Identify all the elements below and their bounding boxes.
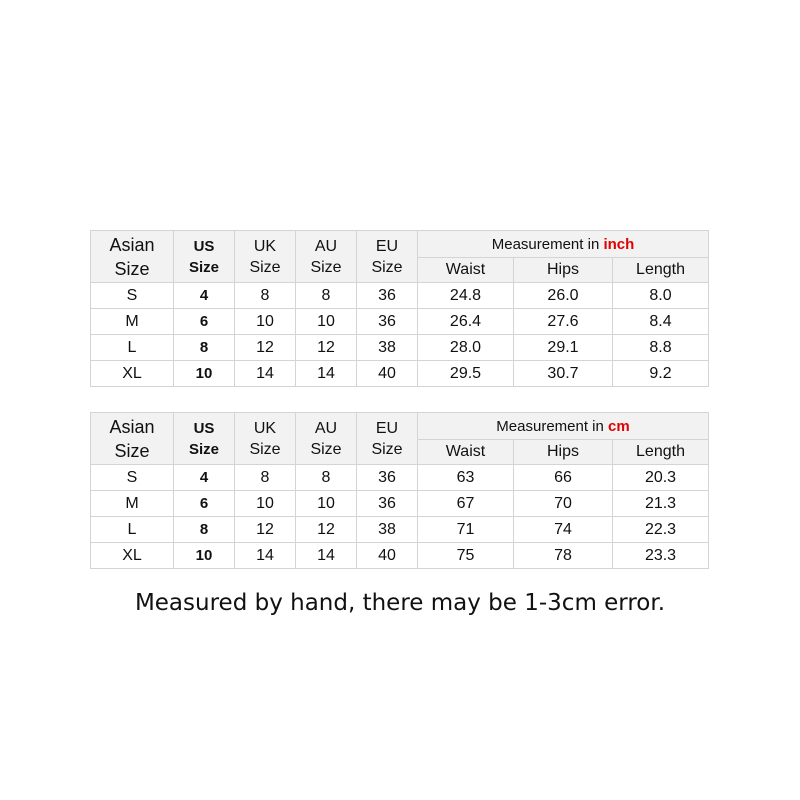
us-size-cell: 4 [174,283,235,309]
eu-size-cell: 36 [357,491,418,517]
au-size-cell: 8 [296,283,357,309]
hips-cell: 27.6 [514,309,613,335]
header-row [91,413,709,440]
table-row [91,465,709,491]
au-size-cell: 12 [296,517,357,543]
asian-header-line1: Asian [109,234,155,255]
au-header-line2: Size [310,440,342,458]
us-header-line1: US [193,419,215,437]
length-cell: 22.3 [613,517,709,543]
us-size-cell: 8 [174,335,235,361]
hips-cell: 30.7 [514,361,613,387]
asian-size-cell: L [91,517,174,543]
eu-size-cell: 36 [357,309,418,335]
au-header-line2: Size [310,258,342,276]
length-cell: 20.3 [613,465,709,491]
au-size-cell: 8 [296,465,357,491]
hips-cell: 29.1 [514,335,613,361]
asian-size-cell: XL [91,361,174,387]
waist-cell: 67 [418,491,514,517]
eu-header-line2: Size [371,440,403,458]
hips-cell: 78 [514,543,613,569]
us-header-line1: US [193,237,215,255]
uk-size-header [235,413,296,465]
table-row [91,309,709,335]
length-header: Length [613,258,709,283]
asian-size-cell: S [91,465,174,491]
au-header-line1: AU [314,237,338,255]
waist-cell: 71 [418,517,514,543]
uk-size-cell: 8 [235,465,296,491]
us-size-cell: 6 [174,491,235,517]
uk-header-line1: UK [253,237,277,255]
eu-size-cell: 36 [357,283,418,309]
hips-cell: 26.0 [514,283,613,309]
uk-size-cell: 12 [235,335,296,361]
eu-size-cell: 38 [357,335,418,361]
uk-size-cell: 10 [235,491,296,517]
asian-header-line2: Size [114,258,150,279]
waist-cell: 63 [418,465,514,491]
waist-cell: 75 [418,543,514,569]
au-size-cell: 14 [296,543,357,569]
hips-header: Hips [514,440,613,465]
length-cell: 23.3 [613,543,709,569]
eu-header-line1: EU [375,237,399,255]
size-table-cm [90,412,709,569]
eu-header-line2: Size [371,258,403,276]
length-cell: 8.4 [613,309,709,335]
uk-header-line2: Size [249,440,281,458]
uk-size-cell: 10 [235,309,296,335]
uk-size-cell: 12 [235,517,296,543]
measurement-header [418,413,709,440]
uk-size-cell: 8 [235,283,296,309]
length-cell: 21.3 [613,491,709,517]
asian-header-line2: Size [114,440,150,461]
asian-size-header [91,413,174,465]
us-size-cell: 10 [174,361,235,387]
length-cell: 8.0 [613,283,709,309]
au-size-header [296,413,357,465]
hips-cell: 74 [514,517,613,543]
au-size-cell: 12 [296,335,357,361]
uk-header-line2: Size [249,258,281,276]
table-row [91,335,709,361]
length-cell: 8.8 [613,335,709,361]
au-size-cell: 10 [296,309,357,335]
eu-size-cell: 40 [357,361,418,387]
waist-header: Waist [418,440,514,465]
asian-header-line1: Asian [109,416,155,437]
uk-size-cell: 14 [235,361,296,387]
us-header-line2: Size [188,258,219,276]
waist-cell: 26.4 [418,309,514,335]
measurement-prefix: Measurement in [491,235,604,253]
eu-size-header [357,231,418,283]
waist-cell: 24.8 [418,283,514,309]
table-row [91,361,709,387]
waist-header: Waist [418,258,514,283]
length-header: Length [613,440,709,465]
hips-header: Hips [514,258,613,283]
asian-size-cell: XL [91,543,174,569]
hips-cell: 66 [514,465,613,491]
table-row [91,517,709,543]
table-row [91,543,709,569]
measurement-prefix: Measurement in [496,417,609,435]
us-size-cell: 10 [174,543,235,569]
au-size-cell: 14 [296,361,357,387]
hips-cell: 70 [514,491,613,517]
asian-size-cell: M [91,309,174,335]
header-row [91,231,709,258]
asian-size-header [91,231,174,283]
table-row [91,283,709,309]
asian-size-cell: L [91,335,174,361]
eu-size-cell: 40 [357,543,418,569]
us-size-header [174,231,235,283]
length-cell: 9.2 [613,361,709,387]
eu-size-cell: 36 [357,465,418,491]
us-size-header [174,413,235,465]
size-table-inch [90,230,709,387]
measurement-unit: cm [608,417,630,435]
eu-header-line1: EU [375,419,399,437]
measurement-note: Measured by hand, there may be 1-3cm error. [134,590,666,616]
measurement-header [418,231,709,258]
eu-size-header [357,413,418,465]
waist-cell: 29.5 [418,361,514,387]
asian-size-cell: S [91,283,174,309]
au-header-line1: AU [314,419,338,437]
uk-size-header [235,231,296,283]
us-size-cell: 8 [174,517,235,543]
us-header-line2: Size [188,440,219,458]
waist-cell: 28.0 [418,335,514,361]
asian-size-cell: M [91,491,174,517]
au-size-header [296,231,357,283]
uk-header-line1: UK [253,419,277,437]
uk-size-cell: 14 [235,543,296,569]
us-size-cell: 6 [174,309,235,335]
us-size-cell: 4 [174,465,235,491]
table-row [91,491,709,517]
eu-size-cell: 38 [357,517,418,543]
measurement-unit: inch [603,235,635,253]
au-size-cell: 10 [296,491,357,517]
